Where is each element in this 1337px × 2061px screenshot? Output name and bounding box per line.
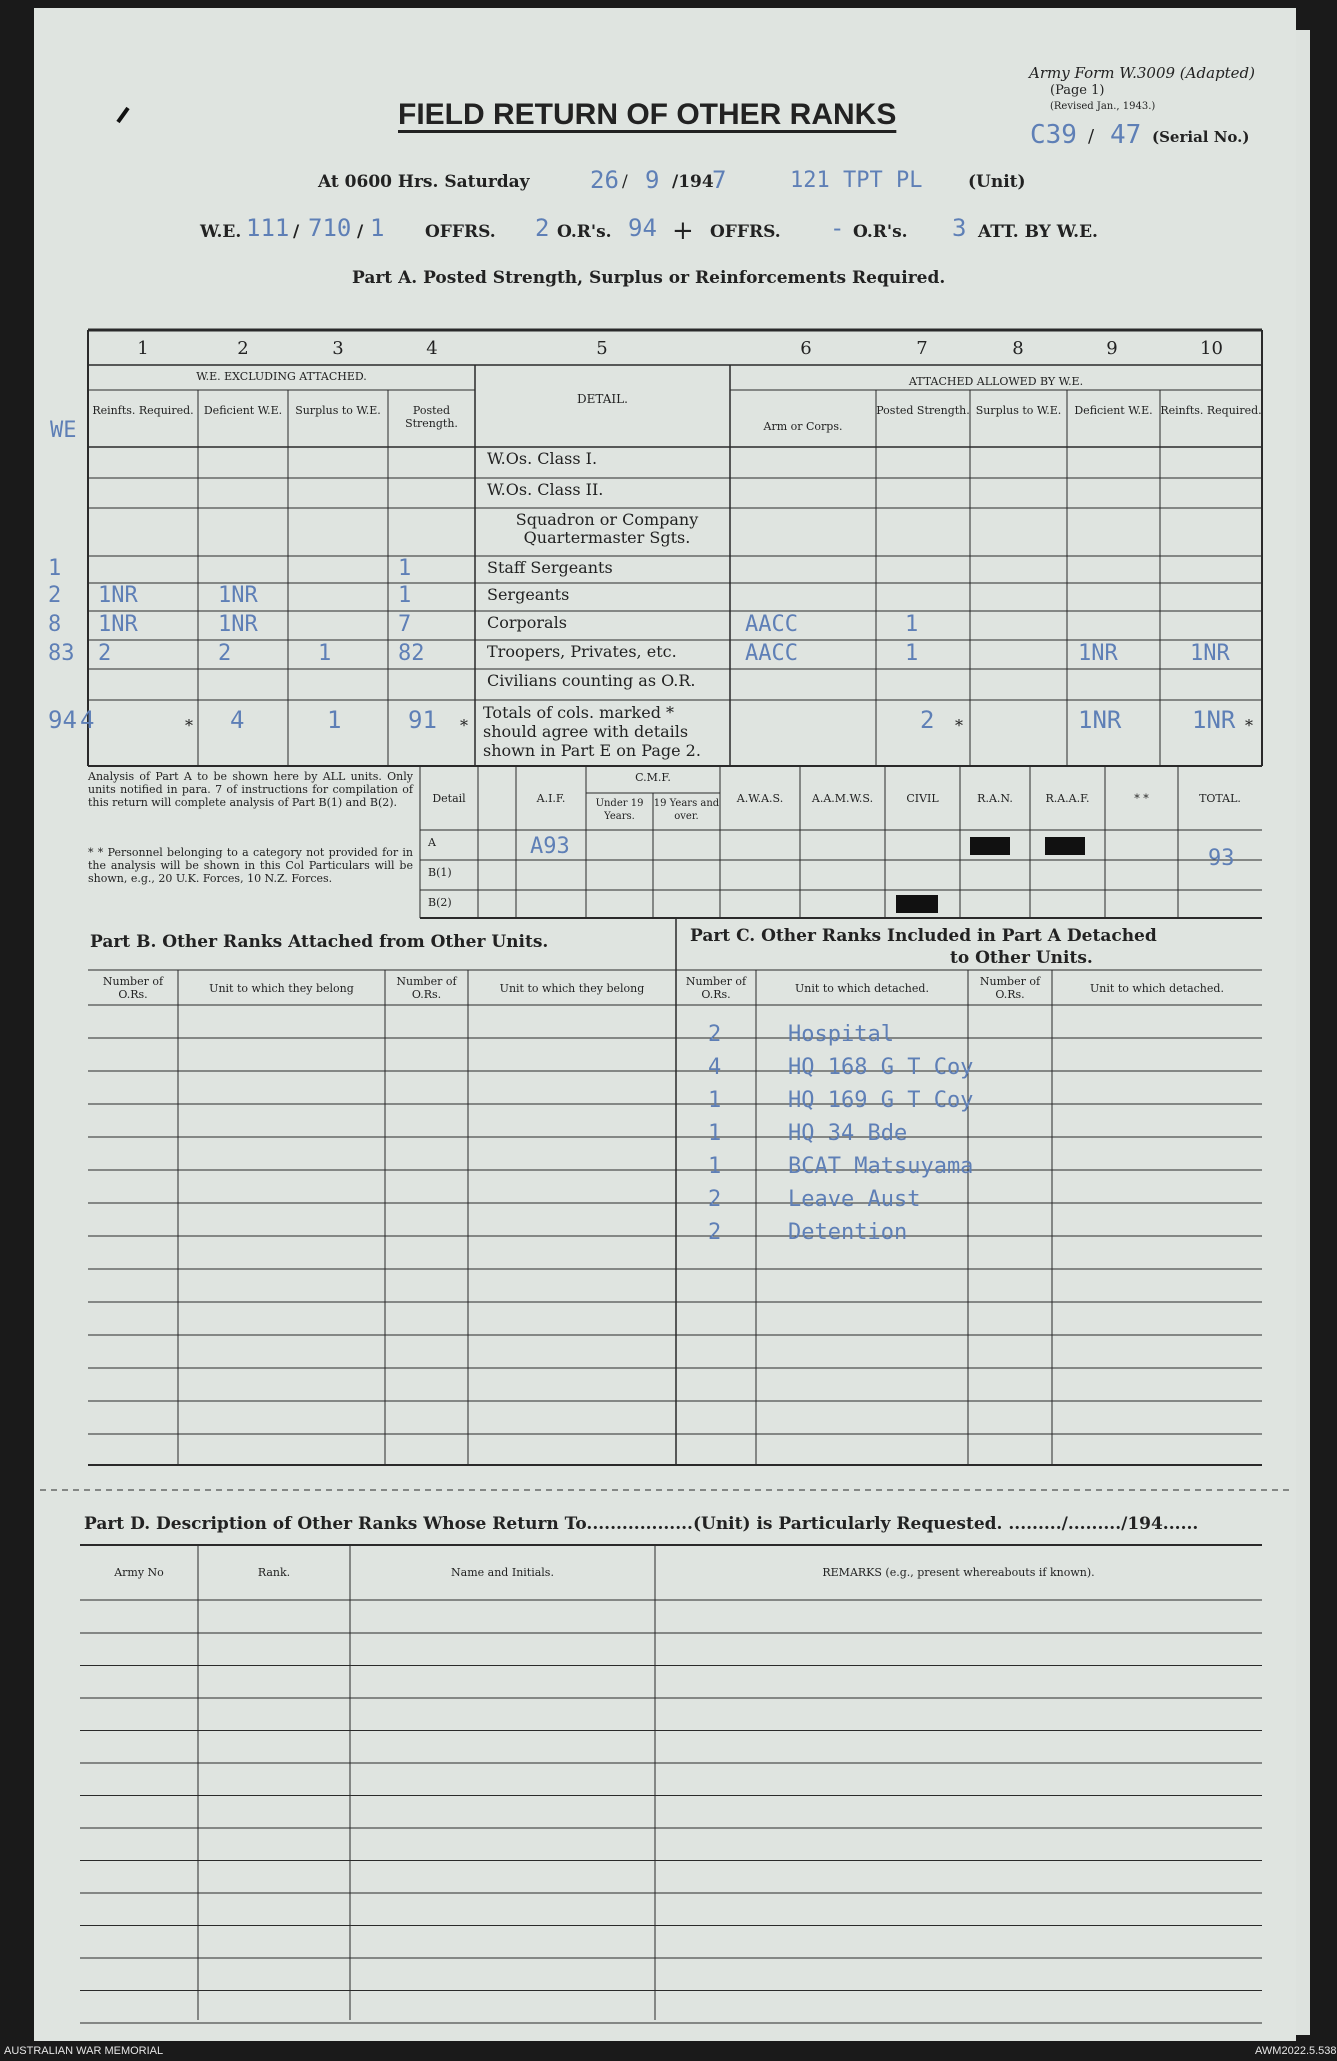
row-detail: Corporals (487, 613, 567, 632)
row-cell-margin: 2 (48, 583, 62, 608)
analysis-over19: 19 Years and over. (653, 798, 720, 822)
col-number: 10 (1200, 338, 1223, 359)
footer-left: AUSTRALIAN WAR MEMORIAL (4, 2045, 164, 2057)
analysis-civil: CIVIL (906, 792, 939, 805)
totals-star: * (460, 716, 468, 735)
row-detail: W.Os. Class I. (487, 449, 598, 468)
part-a-title: Part A. Posted Strength, Surplus or Reinforcements Required. (352, 268, 946, 288)
bc-header: Unit to which detached. (1090, 982, 1224, 995)
row-cell-c7: 1 (905, 640, 919, 666)
ors2-value: 3 (952, 214, 967, 242)
row-cell-c4: 82 (398, 640, 425, 666)
form-title: FIELD RETURN OF OTHER RANKS (398, 98, 897, 131)
row-cell-c1: 2 (98, 640, 112, 666)
col-number: 4 (426, 338, 438, 359)
analysis-a-aif: A93 (530, 834, 570, 859)
part-c-number: 4 (708, 1055, 722, 1080)
sub-header: Deficient W.E. (203, 404, 283, 417)
totals-c2: 4 (230, 706, 245, 734)
we-3: 1 (370, 214, 385, 242)
totals-star: * (1245, 716, 1253, 735)
row-cell-margin: 1 (48, 555, 62, 581)
col-number: 7 (916, 338, 928, 359)
date-day: 26 (590, 166, 619, 194)
part-b-title: Part B. Other Ranks Attached from Other Units. (90, 932, 549, 952)
bc-header: Number of O.Rs. (979, 975, 1041, 1001)
we-1: 111 (246, 214, 290, 242)
bc-header: Number of O.Rs. (102, 975, 164, 1001)
we-sep-2: / (357, 222, 364, 242)
row-cell-c4: 7 (398, 611, 412, 637)
part-c-unit: Hospital (788, 1022, 894, 1047)
margin-we: WE (50, 418, 77, 443)
analysis-note-2: * * Personnel belonging to a category not provided for in the analysis will be shown in this Col Particulars will be shown, e.g., 20 U.K. Forces, 10 N.Z. Forces. (88, 846, 413, 885)
analysis-a-total: 93 (1208, 846, 1235, 871)
row-cell-c4: 1 (398, 555, 412, 581)
part-c-unit: HQ 34 Bde (788, 1121, 908, 1146)
row-cell-c10: 1NR (1190, 640, 1230, 666)
unit-value: 121 TPT PL (790, 168, 923, 193)
analysis-detail: Detail (432, 792, 466, 805)
analysis-row-label: B(2) (428, 896, 452, 909)
row-detail: Squadron or Company Quartermaster Sgts. (515, 510, 699, 547)
detail-header: DETAIL. (577, 392, 628, 406)
name-header: Name and Initials. (451, 1566, 554, 1579)
totals-c4: 91 (408, 706, 437, 734)
ors-label: O.R's. (557, 222, 612, 242)
totals-c10: 1NR (1192, 706, 1236, 734)
col-number: 3 (332, 338, 344, 359)
part-c-number: 1 (708, 1154, 722, 1179)
col-number: 2 (237, 338, 249, 359)
rank-header: Rank. (257, 1566, 291, 1579)
row-detail: Troopers, Privates, etc. (487, 642, 677, 661)
part-c-unit: Detention (788, 1220, 908, 1245)
row-detail: Staff Sergeants (487, 558, 613, 577)
totals-c7: 2 (920, 706, 935, 734)
year-printed: /194 (672, 172, 714, 192)
totals-c9: 1NR (1078, 706, 1122, 734)
serial-sep: / (1088, 126, 1095, 147)
part-c-unit: HQ 169 G T Coy (788, 1088, 974, 1113)
totals-margin: 94 (48, 706, 77, 734)
ors-value: 94 (628, 214, 657, 242)
ors2-label: O.R's. (853, 222, 908, 242)
analysis-cmf: C.M.F. (635, 771, 671, 784)
analysis-row-label: B(1) (428, 866, 452, 879)
part-c-number: 2 (708, 1022, 722, 1047)
row-cell-c1: 1NR (98, 583, 138, 608)
part-c-title-2: to Other Units. (950, 948, 1093, 968)
at-prefix: At 0600 Hrs. Saturday (318, 172, 530, 192)
col-number: 9 (1106, 338, 1118, 359)
col-number: 6 (800, 338, 812, 359)
totals-star: * (955, 716, 963, 735)
row-cell-c4: 1 (398, 583, 412, 608)
totals-c1: 4 (80, 706, 95, 734)
analysis-ran: R.A.N. (977, 792, 1013, 805)
row-detail: Civilians counting as O.R. (487, 671, 696, 690)
totals-c3: 1 (327, 706, 342, 734)
offrs-label: OFFRS. (425, 222, 496, 242)
serial-label: (Serial No.) (1152, 128, 1250, 146)
we-2: 710 (308, 214, 352, 242)
row-detail: Sergeants (487, 585, 570, 604)
sub-header: Surplus to W.E. (295, 404, 381, 417)
analysis-awas: A.W.A.S. (736, 792, 784, 805)
col-number: 8 (1012, 338, 1024, 359)
offrs2-value: - (830, 214, 845, 242)
analysis-total: TOTAL. (1199, 792, 1241, 805)
row-cell-c6: AACC (745, 611, 798, 637)
bc-header: Unit to which they belong (499, 982, 645, 995)
unit-label: (Unit) (968, 172, 1026, 192)
bc-header: Number of O.Rs. (396, 975, 457, 1001)
we-label: W.E. (200, 222, 242, 242)
col-number: 1 (137, 338, 149, 359)
row-cell-c1: 1NR (98, 611, 138, 637)
bc-header: Number of O.Rs. (685, 975, 747, 1001)
date-month: 9 (645, 166, 660, 194)
col-number: 5 (596, 338, 608, 359)
att-label: ATT. BY W.E. (978, 222, 1098, 242)
row-cell-c2: 1NR (218, 611, 258, 637)
plus-sign: + (672, 216, 694, 246)
row-cell-margin: 83 (48, 640, 75, 666)
part-c-unit: Leave Aust (788, 1187, 921, 1212)
analysis-aif: A.I.F. (536, 792, 566, 805)
part-d-title: Part D. Description of Other Ranks Whose Return To..................(Unit) is Particularly Requested. ........./........./194...... (84, 1514, 1199, 1534)
row-cell-c9: 1NR (1078, 640, 1118, 666)
row-cell-c2: 2 (218, 640, 232, 666)
part-c-title-1: Part C. Other Ranks Included in Part A Detached (690, 926, 1157, 946)
serial-prefix: C39 (1030, 120, 1077, 150)
part-c-number: 1 (708, 1088, 722, 1113)
analysis-note-1: Analysis of Part A to be shown here by ALL units. Only units notified in para. 7 of instructions for compilation of this return will complete analysis of Part B(1) and B(2). (88, 770, 413, 809)
analysis-raaf: R.A.A.F. (1045, 792, 1090, 805)
remarks-header: REMARKS (e.g., present whereabouts if known). (822, 1566, 1095, 1579)
footer-right: AWM2022.5.538 (1255, 2045, 1337, 2057)
form-id (985, 64, 1255, 82)
sub-header: Posted Strength. (405, 404, 458, 430)
row-cell-c6: AACC (745, 640, 798, 666)
row-cell-c3: 1 (318, 640, 332, 666)
bc-header: Unit to which detached. (795, 982, 929, 995)
totals-star: * (185, 716, 193, 735)
we-excluding-header: W.E. EXCLUDING ATTACHED. (196, 370, 367, 383)
attached-allowed-header: ATTACHED ALLOWED BY W.E. (908, 375, 1084, 388)
row-detail: W.Os. Class II. (487, 480, 604, 499)
part-c-unit: BCAT Matsuyama (788, 1154, 974, 1179)
date-sep: / (622, 172, 628, 192)
part-c-number: 2 (708, 1187, 722, 1212)
analysis-other: * * (1134, 792, 1149, 805)
part-c-number: 2 (708, 1220, 722, 1245)
sub-header: Deficient W.E. (1074, 404, 1153, 417)
analysis-under19: Under 19 Years. (595, 798, 644, 822)
sub-header: Posted Strength. (876, 404, 970, 417)
offrs2-label: OFFRS. (710, 222, 781, 242)
form-revised: (Revised Jan., 1943.) (1050, 101, 1156, 112)
part-c-unit: HQ 168 G T Coy (788, 1055, 974, 1080)
form-page: (Page 1) (1050, 83, 1105, 98)
analysis-row-label: A (428, 836, 436, 849)
bc-header: Unit to which they belong (209, 982, 354, 995)
part-c-number: 1 (708, 1121, 722, 1146)
totals-detail: Totals of cols. marked * should agree with details shown in Part E on Page 2. (483, 703, 701, 760)
analysis-aamws: A.A.M.W.S. (811, 792, 874, 805)
form-id-line1: Army Form W.3009 (Adapted) (1029, 64, 1255, 82)
offrs-value: 2 (535, 214, 550, 242)
sub-header: Arm or Corps. (763, 420, 843, 433)
sub-header: Surplus to W.E. (975, 404, 1062, 417)
we-sep-1: / (293, 222, 300, 242)
serial-number: 47 (1110, 120, 1142, 150)
year-hand: 7 (712, 166, 727, 194)
sub-header: Reinfts. Required. (1160, 404, 1262, 417)
row-cell-c7: 1 (905, 611, 919, 637)
army-no-header: Army No (114, 1566, 164, 1579)
row-cell-c2: 1NR (218, 583, 258, 608)
sub-header: Reinfts. Required. (92, 404, 194, 417)
row-cell-margin: 8 (48, 611, 62, 637)
